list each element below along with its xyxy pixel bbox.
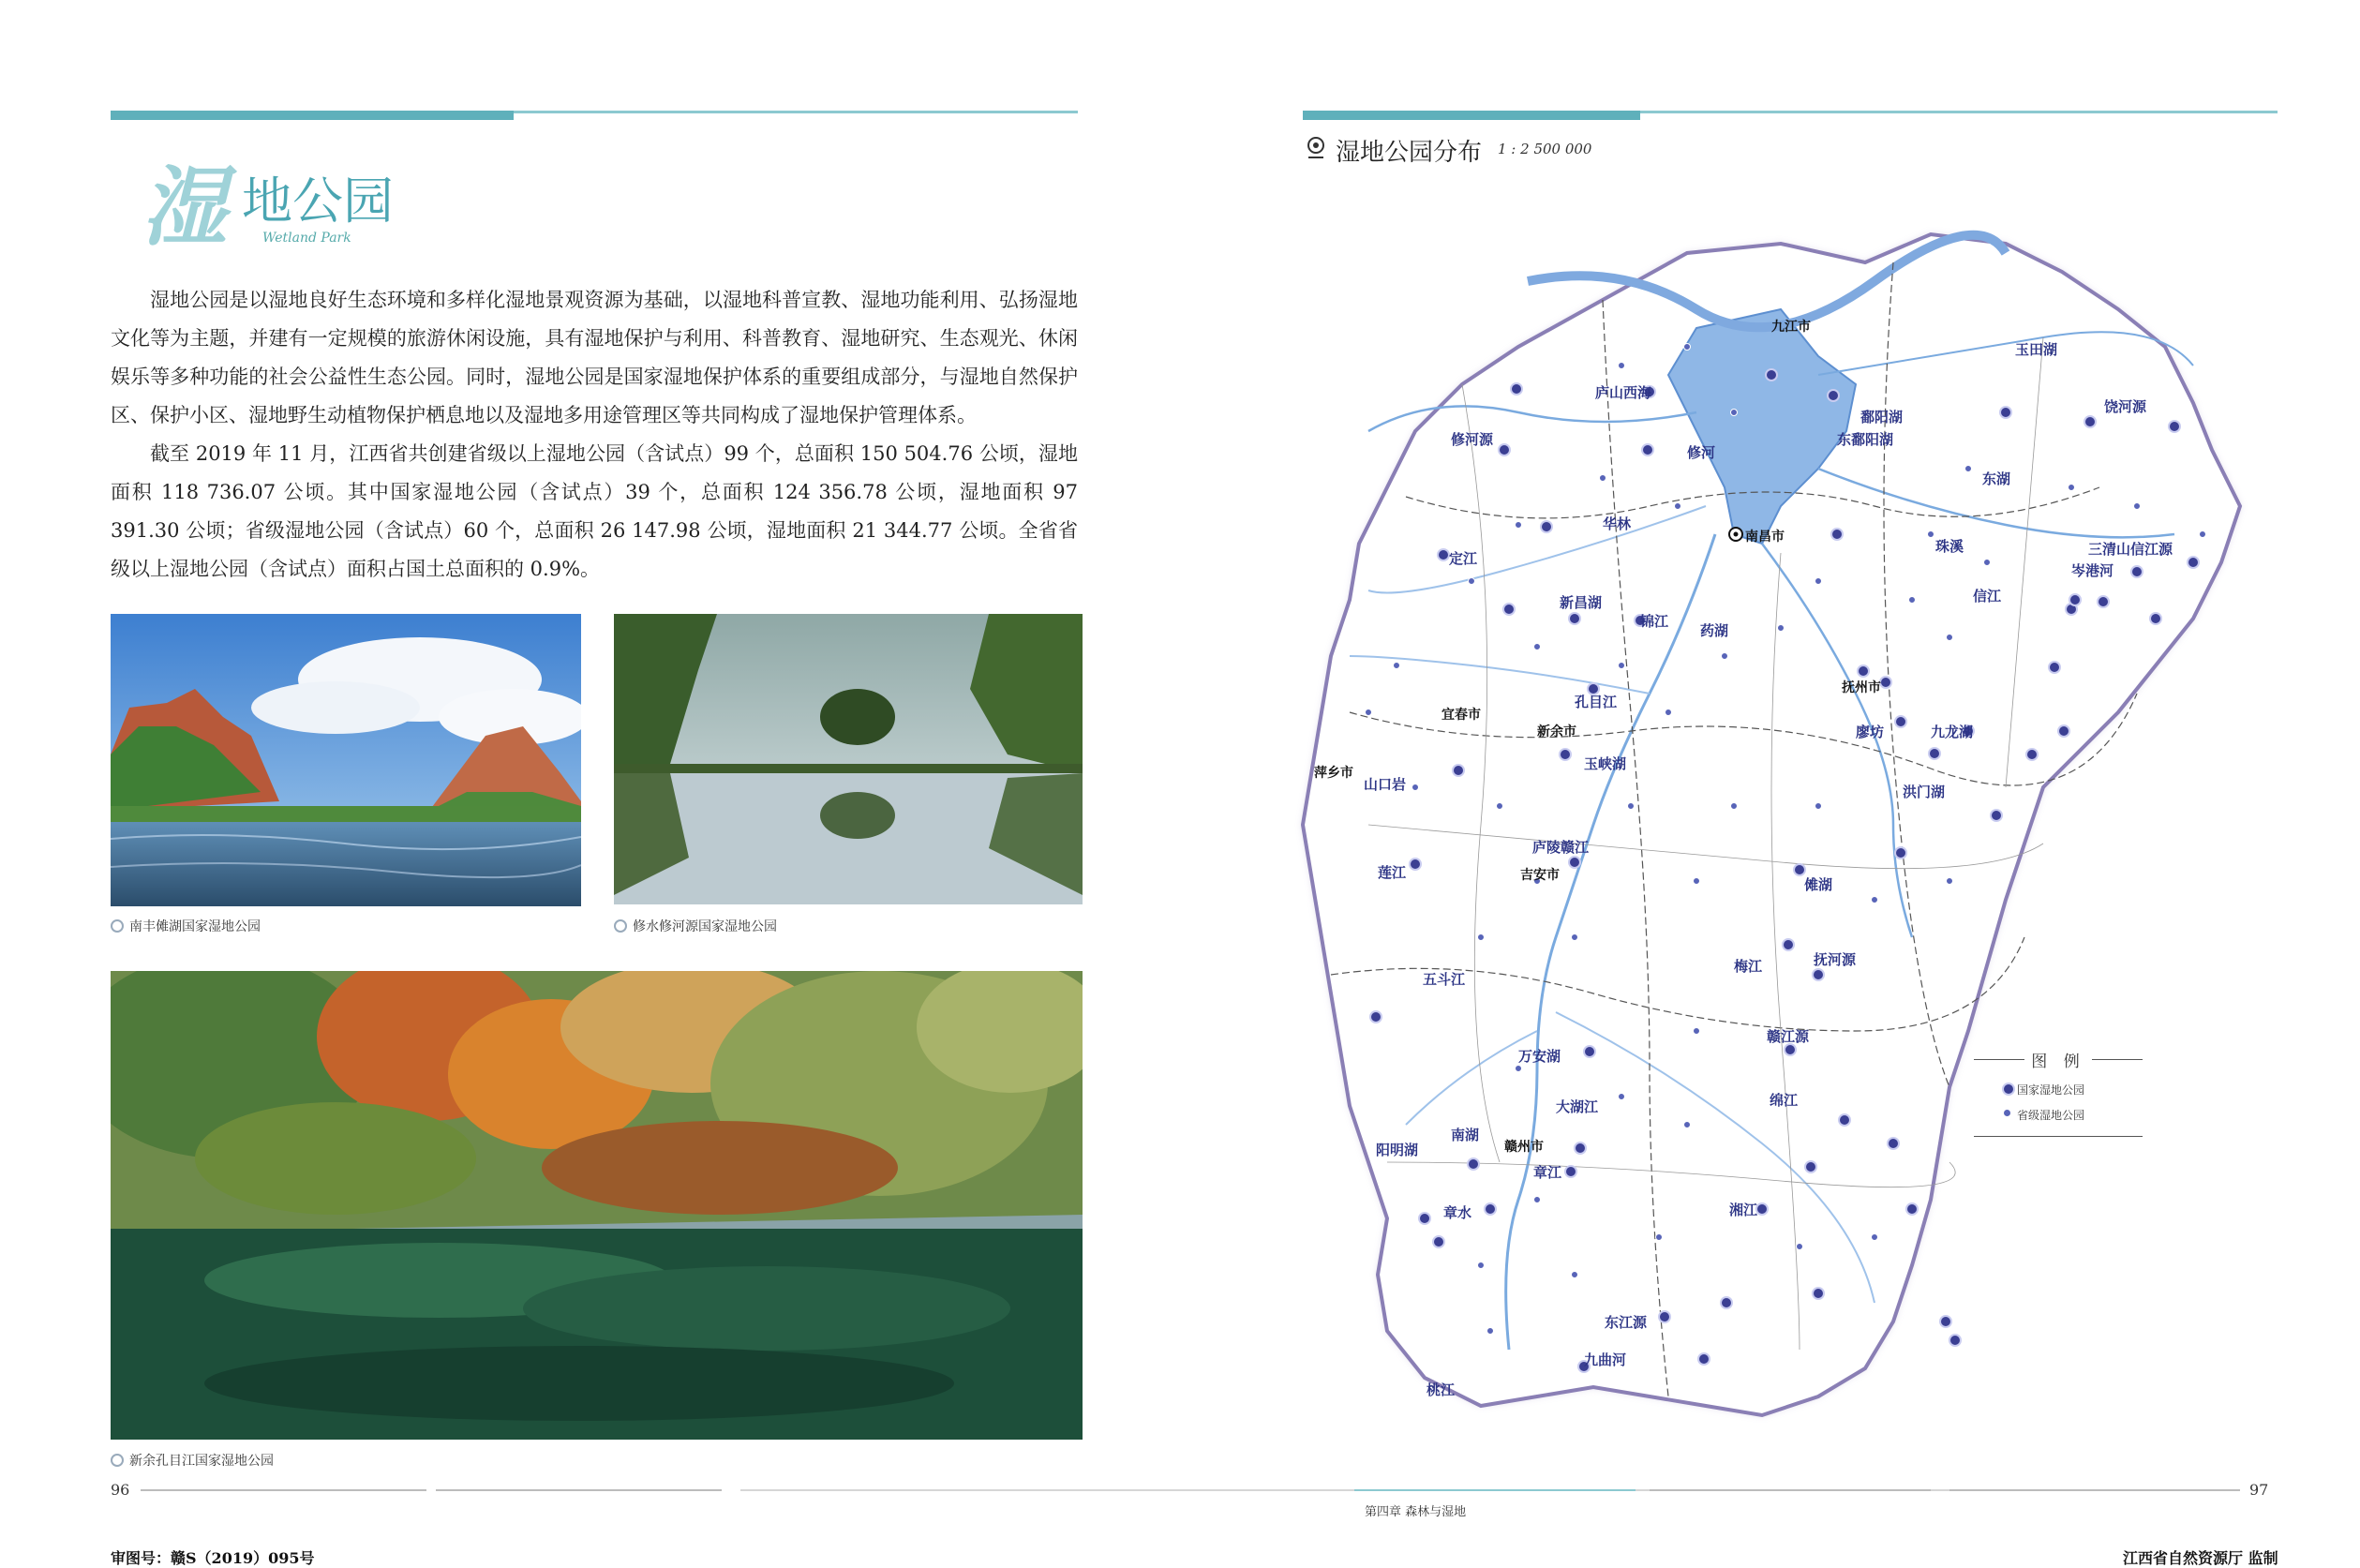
map-label-dongjiangyuan: 东江源 [1605,1314,1648,1331]
map-label-xinyu: 新余市 [1537,724,1576,739]
map-label-huayang: 华林 [1603,515,1632,532]
map-legend [1974,1048,2143,1137]
map-label-liaofang: 廖坊 [1856,724,1885,740]
map-label-wudou: 五斗江 [1423,971,1466,988]
map-label-fuhe: 抚河源 [1814,951,1857,968]
page-title-en: Wetland Park [262,231,351,246]
map-label-meijiang: 梅江 [1734,958,1763,975]
map-label-nanchang: 南昌市 [1745,530,1785,545]
map-label-nanchang-region: 东鄱阳湖 [1837,431,1894,448]
map-label-dingjiang: 定江 [1449,550,1478,567]
footer-review-number: 审图号：赣S（2019）095号 [111,1549,315,1567]
photo-nanfeng-lake [111,614,581,906]
legend-row-national [1974,1082,2143,1098]
map-label-xinchang: 新昌湖 [1560,594,1603,611]
paragraph-1: 湿地公园是以湿地良好生态环境和多样化湿地景观资源为基础，以湿地科普宣教、湿地功能利用、弘扬湿地文化等为主题，并建有一定规模的旅游休闲设施，具有湿地保护与利用、科普教育、湿地研究、生态观光、休闲娱乐等多种功能的社会公益性生态公园。同时，湿地公园是国家湿地保护体系的重要组成部分，与湿地自然保护区、保护小区、湿地野生动植物保护栖息地以及湿地多用途管理区等共同构成了湿地保护管理体系。 [111,289,1078,426]
caption-photo3 [111,1451,274,1470]
map-label-xiuheyuan: 修河源 [1451,431,1494,448]
legend-line-left [1974,1059,2024,1060]
map-label-wananhu: 万安湖 [1518,1048,1561,1065]
page-number-right: 97 [2249,1481,2269,1499]
page-number-left: 96 [111,1481,130,1499]
footer-line-right-1 [1650,1489,1931,1491]
map-label-mianjiang: 绵江 [1770,1092,1799,1109]
caption-photo2-text: 修水修河源国家湿地公园 [633,919,777,934]
map-label-jiuqu: 九曲河 [1584,1351,1627,1368]
legend-bottom-line [1974,1136,2143,1137]
map-label-jian: 吉安市 [1520,868,1560,883]
map-label-ganzhou: 赣州市 [1504,1140,1544,1155]
caption-photo1-text: 南丰傩湖国家湿地公园 [129,919,261,934]
map-label-xiangjiang: 湘江 [1729,1202,1758,1218]
map-label-zhangshui: 章水 [1443,1204,1472,1221]
footer-supervisor: 江西省自然资源厅 监制 [2123,1549,2278,1567]
map-label-kongmu: 孔目江 [1575,694,1618,710]
map-label-xiuhe: 修河 [1687,444,1716,461]
legend-title: 图 例 [2031,1053,2085,1071]
caption-photo2 [614,917,777,935]
chapter-label: 第四章 森林与湿地 [1365,1505,1467,1519]
map-label-nanhu: 南湖 [1451,1127,1480,1143]
page-title: 地公园 [242,172,394,231]
map-pin-icon [1305,135,1327,161]
map-label-fuzhou: 抚州市 [1842,680,1881,695]
map-label-dahu: 大湖江 [1556,1098,1599,1115]
map-label-luling: 庐陵赣江 [1532,839,1590,856]
map-label-dongtian: 东湖 [1982,470,2011,487]
map-label-pingxiang: 萍乡市 [1314,766,1353,781]
map-label-raohe: 饶河源 [2104,398,2147,415]
footer-line-left-1 [141,1489,426,1491]
legend-row-provincial [1974,1107,2143,1123]
map-label-zhangjiang: 章江 [1533,1164,1562,1181]
caption-photo1 [111,917,261,935]
map-label-xinjiang: 信江 [1973,588,2002,605]
map-label-cenggang: 岑港河 [2071,562,2114,579]
caption-bullet-icon [111,1454,124,1467]
photo-xiushui-river [614,614,1083,904]
body-text [111,281,1078,589]
map-label-yangminghu: 阳明湖 [1376,1142,1419,1158]
map-label-yuxia: 玉峡湖 [1584,755,1627,772]
map-label-yutian: 玉田湖 [2015,341,2058,358]
legend-provincial-label: 省级湿地公园 [2017,1109,2085,1122]
map-label-ganjiangyuan: 赣江源 [1767,1028,1810,1045]
map-label-lianjiang: 莲江 [1378,864,1407,881]
map-label-yichun: 宜春市 [1441,708,1481,723]
title-big-char: 湿 [141,157,230,258]
map-label-shankouyan: 山口岩 [1364,776,1407,793]
footer-line-right-accent [1354,1489,1636,1491]
map-label-hongmen: 洪门湖 [1903,784,1946,800]
top-rule-left-accent [111,111,514,120]
map-title: 湿地公园分布 [1336,139,1483,167]
map-label-tanhu: 傩湖 [1804,876,1833,893]
map-scale: 1 : 2 500 000 [1498,141,1592,157]
legend-national-label: 国家湿地公园 [2017,1083,2085,1097]
footer-line-right-2 [1949,1489,2240,1491]
map-label-poyang: 鄱阳湖 [1860,409,1904,426]
map-label-jiujiang: 九江市 [1771,320,1811,335]
legend-line-right [2092,1059,2143,1060]
caption-photo3-text: 新余孔目江国家湿地公园 [129,1454,274,1469]
map-label-sanqing: 三清山信江源 [2088,541,2173,558]
footer-line-left-2 [436,1489,722,1491]
paragraph-2: 截至 2019 年 11 月，江西省共创建省级以上湿地公园（含试点）99 个，总面积 150 504.76 公顷，湿地面积 118 736.07 公顷。其中国家湿地公园（含试点）39 个，总面积 124 356.78 公顷，湿地面积 97 391.30 公顷；省级湿地公园（含试点）60 个，总面积 26 147.98 公顷，湿地面积 21 344.77 公顷。全省省级以上湿地公园（含试点）面积占国土总面积的 0.9%。 [111,442,1078,580]
national-park-icon [2002,1083,2015,1096]
map-label-zhuxi: 珠溪 [1935,538,1964,555]
map-label-lushan: 庐山西海 [1595,384,1652,401]
map-label-jinjiang: 锦江 [1640,613,1669,630]
map-label-yaohu: 药湖 [1700,622,1729,639]
caption-bullet-icon [111,919,124,933]
map-label-taojiang: 桃江 [1426,1381,1456,1398]
photo-kongmu-river [111,971,1083,1440]
map-label-jiulong: 九龙湖 [1931,724,1974,740]
provincial-park-icon [2004,1110,2010,1116]
top-rule-right-accent [1303,111,1640,120]
caption-bullet-icon [614,919,627,933]
